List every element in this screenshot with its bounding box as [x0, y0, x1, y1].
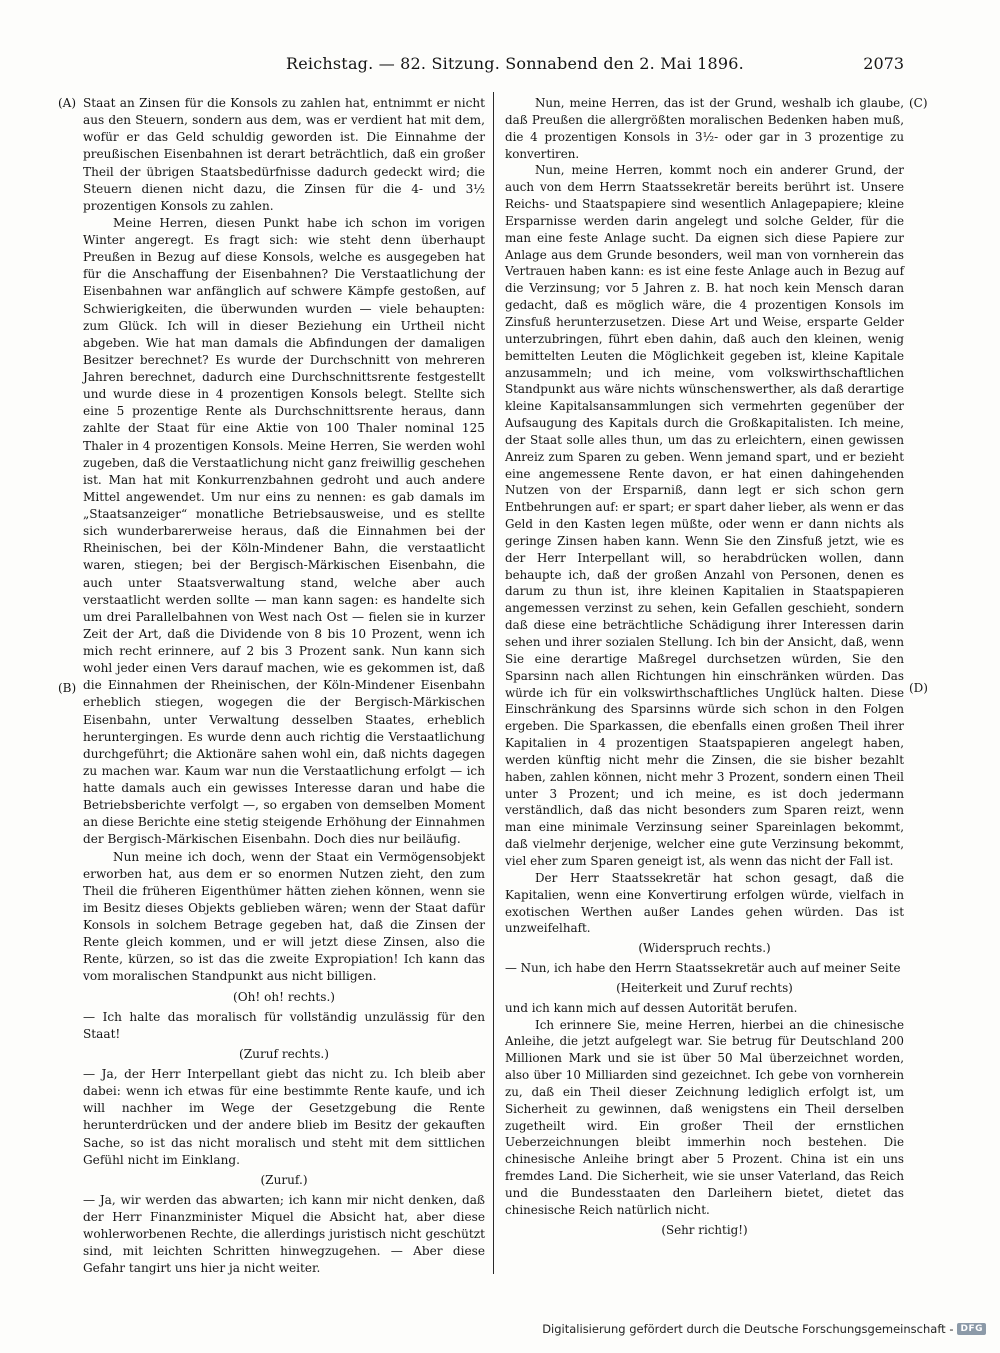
paragraph: — Ja, der Herr Interpellant giebt das nicht zu. Ich bleib aber dabei: wenn ich etwas für eine bestimmte Rente kaufe, und ich will nachher im Wege der Gesetzgebung die Rente herunterdrücken und der andere blieb im Besitz der gekauften Sache, so ist das nicht moralisch und steht mit dem sittlichen Gefühl nicht im Einklang.	[83, 1067, 485, 1167]
dfg-logo-icon: DFG	[957, 1323, 986, 1335]
running-header	[58, 54, 904, 76]
footer-credit: Digitalisierung gefördert durch die Deutsche Forschungsgemeinschaft -	[542, 1322, 954, 1336]
paragraph: Nun meine ich doch, wenn der Staat ein Vermögensobjekt erworben hat, aus dem er so enormen Nutzen zieht, den zum Theil die früheren Eigenthümer hätten ziehen können, wenn sie im Besitz dieses Objekts geblieben wären; wenn der Staat dafür Konsols in solchem Betrage gegeben hat, daß die Zinsen der Rente gleich kommen, und er will jetzt diese Zinsen, also die Rente, kürzen, so ist das die zweite Expropiation! Ich kann das vom moralischen Standpunkt aus nicht billigen.	[83, 849, 485, 984]
left-text-column	[83, 95, 485, 1278]
interjection: (Sehr richtig!)	[661, 1222, 748, 1237]
margin-marker-d: (D)	[909, 681, 928, 695]
paragraph: Nun, meine Herren, das ist der Grund, weshalb ich glaube, daß Preußen die allergrößten moralischen Bedenken haben muß, die 4 prozentigen Konsols in 3½- oder gar in 3 prozentige zu konvertiren.	[505, 96, 904, 161]
right-text-column	[505, 95, 904, 1242]
paragraph: Staat an Zinsen für die Konsols zu zahlen hat, entnimmt er nicht aus den Steuern, sondern aus dem, was er verdient hat mit dem, wofür er das Geld schuldig geworden ist. Die Einnahme der preußischen Eisenbahnen ist derart beträchtlich, daß ein großer Theil der übrigen Staatsbedürfnisse dadurch gedeckt wird; die Steuern dienen nicht dazu, die Zinsen für die 4- und 3½ prozentigen Konsols zu zahlen.	[83, 96, 485, 213]
paragraph: Der Herr Staatssekretär hat schon gesagt, daß die Kapitalien, wenn eine Konvertirung erfolgen würde, vielfach in exotischen Werthen außer Landes gehen würden. Das ist unzweifelhaft.	[505, 870, 904, 936]
paragraph: Nun, meine Herren, kommt noch ein anderer Grund, der auch von dem Herrn Staatssekretär bereits berührt ist. Unsere Reichs- und Staatspapiere sind wesentlich Anlagepapiere; kleine Ersparnisse werden darin angelegt und solche Gelder, für die man eine feste Anlage sucht. Da eignen sich diese Papiere zur Anlage aus dem Grunde besonders, weil man von vornherein das Vertrauen haben kann: es ist eine feste Anlage auch in Bezug auf die Verzinsung; vor 5 Jahren z. B. hat noch kein Mensch daran gedacht, daß es möglich wäre, die 4 prozentigen Konsols im Zinsfuß herunterzusetzen. Diese Art und Weise, ersparte Gelder unterzubringen, führt eben dahin, daß auch den kleinen, wenig bemittelten Leuten die Möglichkeit gegeben ist, kleine Kapitale anzusammeln; und ich meine, vom volkswirthschaftlichen Standpunkt aus wäre nichts wünschenswerther, als daß derartige kleine Kapitalsansammlungen sich vermehrten gegenüber der Aufsaugung des Kapitals durch die Großkapitalisten. Ich meine, der Staat solle alles thun, um das zu erleichtern, einen gewissen Anreiz zum Sparen zu geben. Wenn jemand spart, und er bezieht eine angemessene Rente davon, er hat einen dahingehenden Nutzen von der Ersparniß, dann legt er sich schon gern Entbehrungen auf: er spart; er spart daher lieber, als wenn er das Geld in den Kasten legen müßte, oder wenn er dann nichts als geringe Zinsen haben kann. Wenn Sie den Zinsfuß jetzt, wie es der Herr Interpellant will, so herabdrücken wollen, dann behaupte ich, daß der großen Anzahl von Personen, denen es darum zu thun ist, ihre kleinen Kapitalien in Staatspapieren angemessen verzinst zu sehen, kein Gefallen geschieht, sondern daß diese eine beträchtliche Schädigung ihrer Interessen darin sehen und ihrer sozialen Stellung. Ich bin der Ansicht, daß, wenn Sie eine derartige Maßregel durchsetzen würden, Sie den Sparsinn nach allen Richtungen hin einschränken würden. Das würde ich für ein volkswirthschaftliches Unglück halten. Diese Einschränkung des Sparsinns würde sich schon in den Folgen ergeben. Die Sparkassen, die ebenfalls einen großen Theil ihrer Kapitalien in 4 prozentigen Staatspapieren angelegt haben, werden künftig nicht mehr die Zinsen, die sie bisher bezahlt haben, zahlen können, nicht mehr 3 Prozent, sondern einen Theil unter 3 Prozent; und ich meine, es ist doch jedermann verständlich, daß das nicht besonders zum Sparen reizt, wenn man eine minimale Verzinsung seiner Spareinlagen bekommt, daß vielmehr derjenige, welcher eine gute Verzinsung bekommt, viel eher zum Sparen geneigt ist, als wenn das nicht der Fall ist.	[505, 163, 905, 868]
margin-marker-b: (B)	[58, 681, 77, 695]
paragraph: — Nun, ich habe den Herrn Staatssekretär auch auf meiner Seite	[505, 961, 901, 976]
interjection: (Heiterkeit und Zuruf rechts)	[616, 980, 793, 995]
interjection: (Oh! oh! rechts.)	[232, 989, 336, 1004]
paragraph: — Ich halte das moralisch für vollständig unzulässig für den Staat!	[83, 1009, 485, 1041]
column-divider	[493, 92, 494, 1274]
margin-marker-c: (C)	[909, 96, 928, 110]
paragraph: und ich kann mich auf dessen Autorität berufen.	[505, 1000, 798, 1015]
interjection: (Zuruf.)	[260, 1172, 308, 1187]
digitization-footer	[542, 1321, 986, 1337]
page-number: 2073	[863, 54, 904, 73]
running-title: Reichstag. — 82. Sitzung. Sonnabend den 2. Mai 1896.	[286, 54, 744, 73]
paragraph: Ich erinnere Sie, meine Herren, hierbei an die chinesische Anleihe, die jetzt aufgelegt war. Sie betrug für Deutschland 200 Millionen Mark und sie ist über 50 Mal überzeichnet worden, also über 10 Milliarden sind gezeichnet. Ich gebe von vornherein zu, daß ein Theil dieser Zeichnung lediglich erfolgt ist, um Sicherheit zu gewinnen, daß wenigstens ein Theil derselben zugetheilt wird. Ein großer Theil der ernstlichen Ueberzeichnungen bleibt immerhin noch bestehen. Die chinesische Anleihe bringt aber 5 Prozent. China ist ein uns fremdes Land. Die Sicherheit, wie sie unser Vaterland, das Reich und die Bundesstaaten den Darleihern bietet, dietet das chinesische Reich natürlich nicht.	[505, 1017, 904, 1217]
paragraph: Meine Herren, diesen Punkt habe ich schon im vorigen Winter angeregt. Es fragt sich: wie steht denn überhaupt Preußen in Bezug auf diese Konsols, welche es ausgegeben hat für die Anschaffung der Eisenbahnen? Die Verstaatlichung der Eisenbahnen war anfänglich auf schwere Kämpfe gestoßen, auf Schwierigkeiten, die überwunden wurden — viele behaupten: zum Glück. Ich will in dieser Beziehung ein Urtheil nicht abgeben. Wie hat man damals die Abfindungen der damaligen Besitzer berechnet? Es wurde der Durchschnitt von mehreren Jahren berechnet, dadurch eine Durchschnittsrente festgestellt und wurde diese in 4 prozentigen Konsols belegt. Stellte sich eine 5 prozentige Rente als Durchschnittsrente heraus, dann zahlte der Staat für eine Aktie von 100 Thaler nominal 125 Thaler in 4 prozentigen Konsols. Meine Herren, Sie werden wohl zugeben, daß die Verstaatlichung nicht ganz freiwillig geschehen ist. Man hat mit Konkurrenzbahnen gedroht und auch andere Mittel angewendet. Um nur eins zu nennen: es gab damals im „Staatsanzeiger“ monatliche Betriebsausweise, und es stellte sich wunderbarerweise heraus, daß die Einnahmen bei der Rheinischen, bei der Köln-Mindener Bahn, die verstaatlicht waren, stiegen; bei der Bergisch-Märkischen Eisenbahn, die auch unter Staatsverwaltung stand, welche aber auch verstaatlicht werden sollte — man kann sagen: es handelte sich um drei Parallelbahnen von West nach Ost — fielen sie in kurzer Zeit der Art, daß die Dividende von 8 bis 10 Prozent, wenn ich mich recht erinnere, auf 2 bis 3 Prozent sank. Nun kann sich wohl jeder einen Vers darauf machen, wie es gekommen ist, daß die Einnahmen der Rheinischen, der Köln-Mindener Eisenbahn erheblich stiegen, wogegen die der Bergisch-Märkischen Eisenbahn, unter Verwaltung desselben Staates, erheblich heruntergingen. Es wurde denn auch richtig die Verstaatlichung durchgeführt; die Aktionäre sahen wohl ein, daß nichts dagegen zu machen war. Kaum war nun die Verstaatlichung erfolgt — ich hatte damals auch ein gewisses Interesse daran und habe die Betriebsberichte verfolgt —, so ergaben von demselben Moment an diese Berichte eine stetig steigende Erhöhung der Einnahmen der Bergisch-Märkischen Eisenbahn. Doch dies nur beiläufig.	[83, 215, 485, 847]
margin-marker-a: (A)	[58, 96, 77, 110]
interjection: (Widerspruch rechts.)	[638, 941, 771, 956]
interjection: (Zuruf rechts.)	[239, 1046, 329, 1061]
paragraph: — Ja, wir werden das abwarten; ich kann mir nicht denken, daß der Herr Finanzminister Miquel die Absicht hat, aber diese wohlerworbenen Rechte, die allerdings juristisch nicht geschützt sind, mit leichten Schritten hinwegzugehen. — Aber diese Gefahr tangirt uns hier ja nicht weiter.	[83, 1192, 485, 1276]
